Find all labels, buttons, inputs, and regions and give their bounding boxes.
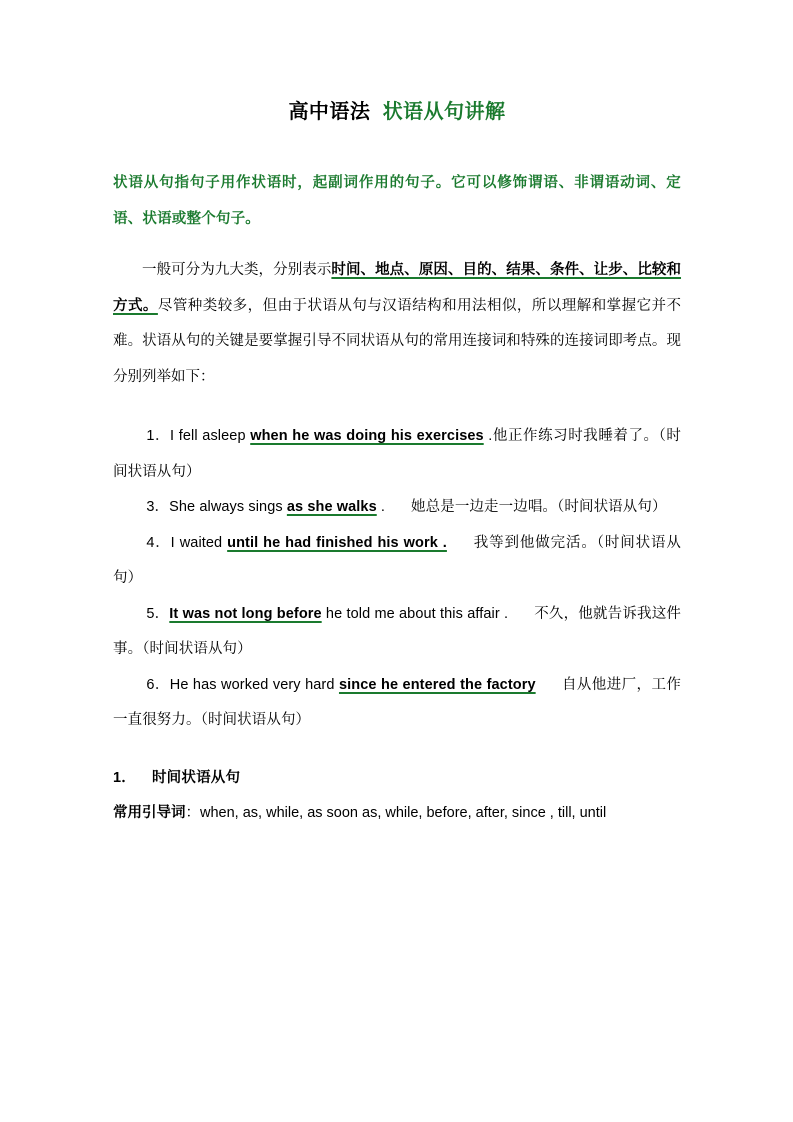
example-translation: 不久，他就告诉我这件事。（时间状语从句） bbox=[113, 605, 681, 658]
example-before-text: He has worked very hard bbox=[169, 676, 339, 693]
example-after-text: he told me about this affair . bbox=[321, 605, 509, 622]
example-before-text: She always sings bbox=[169, 499, 287, 516]
intro-paragraph-green: 状语从句指句子用作状语时，起副词作用的句子。它可以修饰谓语、非谓语动词、定语、状语或整个句子。 bbox=[113, 175, 681, 227]
example-list bbox=[113, 419, 681, 739]
explanatory-paragraph bbox=[113, 253, 681, 395]
example-number: 3． bbox=[146, 499, 170, 516]
section-heading bbox=[113, 761, 681, 797]
example-translation: 她总是一边走一边唱。（时间状语从句） bbox=[411, 499, 667, 516]
list-item bbox=[113, 668, 681, 739]
list-item bbox=[113, 597, 681, 668]
example-clause: until he had finished his work . bbox=[227, 534, 447, 551]
example-after-text: . bbox=[376, 499, 386, 516]
list-item bbox=[113, 490, 681, 526]
example-clause: when he was doing his exercises bbox=[250, 428, 484, 445]
section-heading-label: 时间状语从句 bbox=[151, 769, 241, 786]
example-translation: 我等到他做完活。（时间状语从句） bbox=[113, 534, 681, 587]
example-after-text: . bbox=[483, 428, 493, 445]
example-translation: 他正作练习时我睡着了。（时间状语从句） bbox=[113, 428, 682, 480]
example-number: 5． bbox=[146, 605, 170, 622]
paragraph-lead-text: 一般可分为九大类，分别表示 bbox=[142, 262, 332, 279]
example-before-text: I fell asleep bbox=[170, 428, 251, 445]
page-title bbox=[113, 98, 681, 126]
paragraph-rest-text: 尽管种类较多，但由于状语从句与汉语结构和用法相似，所以理解和掌握它并不难。状语从句的关键是要掌握引导不同状语从句的常用连接词和特殊的连接词即考点。现分别列举如下： bbox=[113, 297, 682, 385]
title-space bbox=[370, 101, 382, 123]
document-content bbox=[113, 0, 681, 832]
keyword-separator: ： bbox=[185, 805, 200, 822]
example-clause: since he entered the factory bbox=[338, 676, 536, 693]
page-title-black-part: 高中语法 bbox=[288, 101, 371, 123]
example-before-text: I waited bbox=[170, 534, 228, 551]
example-number: 6． bbox=[146, 676, 170, 693]
keyword-values: when, as, while, as soon as, while, before, after, since , till, until bbox=[200, 805, 607, 822]
example-number: 4． bbox=[146, 534, 171, 551]
keyword-line bbox=[113, 796, 681, 832]
example-clause: It was not long before bbox=[169, 605, 322, 622]
example-number: 1． bbox=[146, 428, 171, 445]
paragraph-emphasis-text: 时间、地点、原因、目的、结果、条件、让步、比较和方式。 bbox=[113, 262, 682, 314]
page-title-green-part: 状语从句讲解 bbox=[382, 101, 506, 123]
example-translation: 自从他进厂，工作一直很努力。（时间状语从句） bbox=[113, 676, 681, 729]
example-clause: as she walks bbox=[286, 499, 377, 516]
list-item bbox=[113, 526, 681, 597]
keyword-label: 常用引导词 bbox=[113, 805, 186, 822]
list-item bbox=[113, 419, 681, 490]
section-number: 1． bbox=[113, 769, 136, 786]
